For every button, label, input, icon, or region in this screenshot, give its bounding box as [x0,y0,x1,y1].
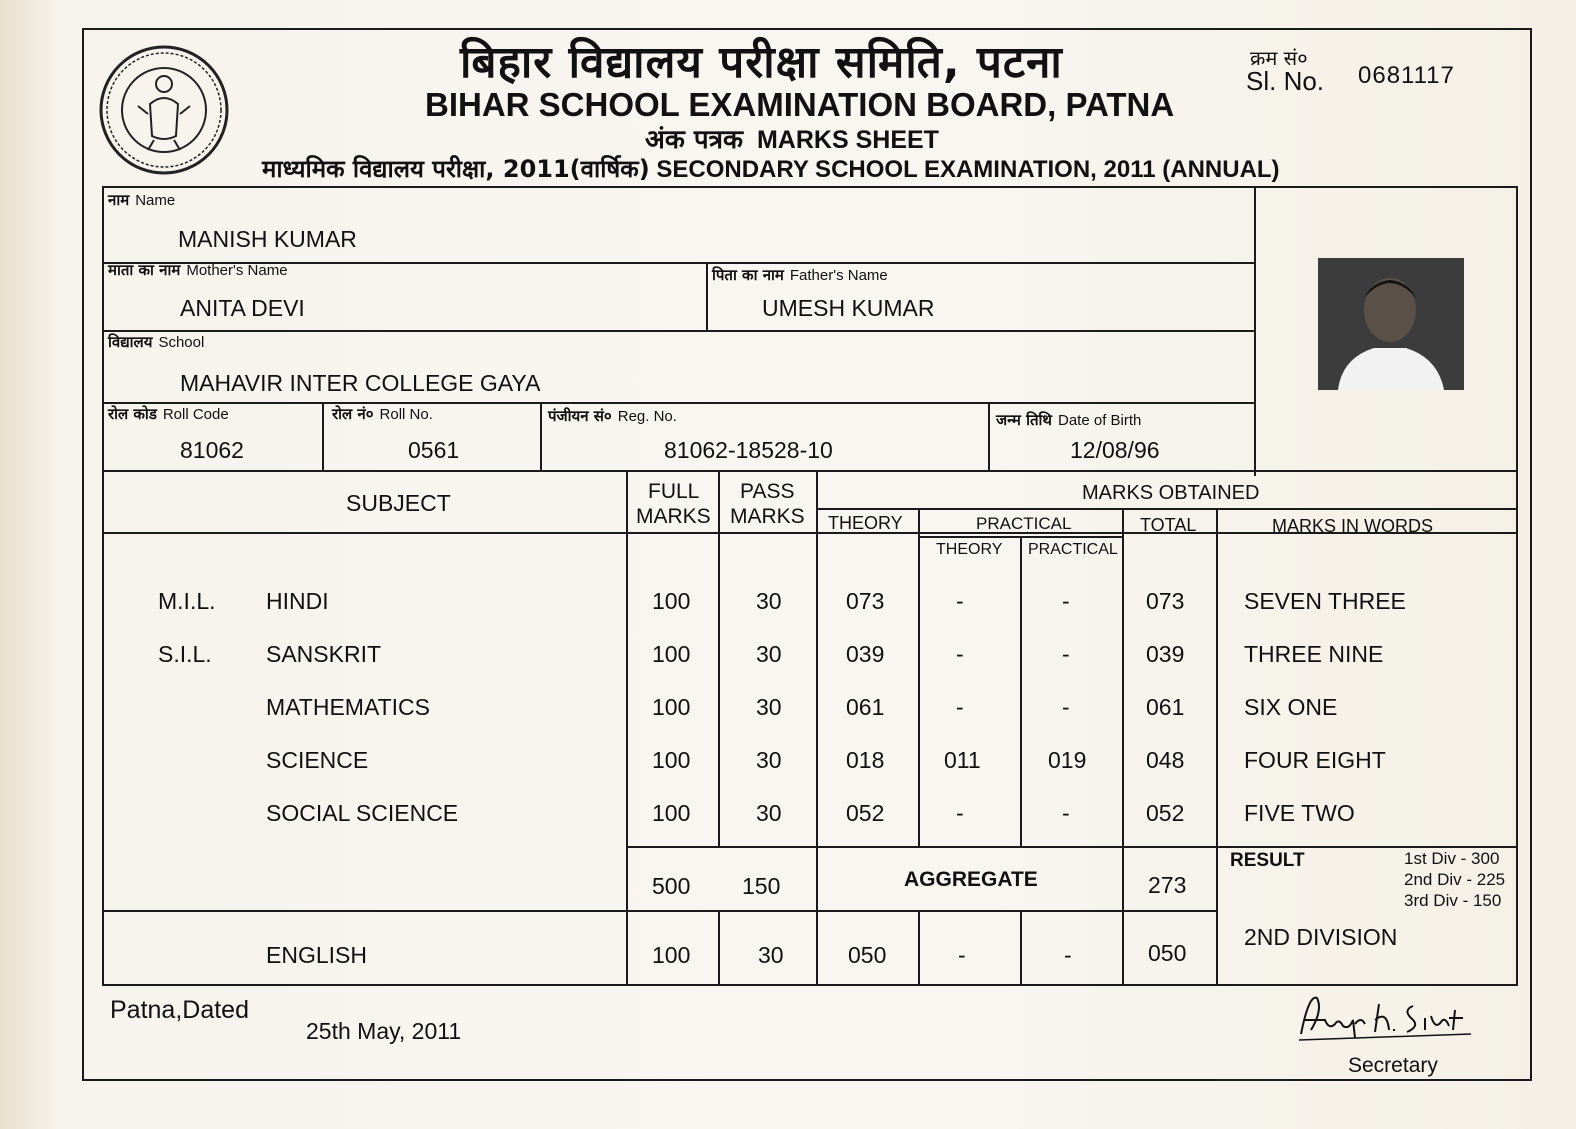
practical-practical-marks: - [1062,641,1070,667]
subject-name: SANSKRIT [266,641,382,667]
subject-name: ENGLISH [266,942,367,968]
roll-code-label-english: Roll Code [162,406,229,423]
full-marks: 100 [652,588,691,614]
aggregate-top-line [626,846,1518,848]
practical-practical-marks: - [1064,942,1072,968]
father-label-english: Father's Name [789,267,888,284]
second-division-note: 2nd Div - 225 [1404,870,1506,889]
practical-theory-marks: - [958,942,966,968]
marks-in-words: FOUR EIGHT [1244,747,1386,773]
roll-no-label-hindi: रोल नं० [332,405,374,423]
aggregate-full-marks: 500 [652,873,691,899]
practical-theory-marks: - [956,800,964,826]
full-marks: 100 [652,694,691,720]
table-col-ptheory-right [1020,536,1022,846]
roll-code-label [108,404,229,424]
result-value: 2ND DIVISION [1244,924,1398,950]
total-marks: 050 [1148,940,1187,966]
header-full-marks-line2: MARKS [636,505,711,528]
father-name: UMESH KUMAR [762,295,935,321]
total-marks: 048 [1146,747,1185,773]
result-label: RESULT [1230,850,1305,871]
header-pass-marks-line2: MARKS [730,505,805,528]
signature-scribble [1295,990,1475,1046]
subject-name: SCIENCE [266,747,369,773]
name-label-hindi: नाम [108,191,130,209]
roll-code: 81062 [180,437,244,463]
mother-label-hindi: माता का नाम [108,261,181,279]
practical-practical-marks: 019 [1048,747,1087,773]
school-label-hindi: विद्यालय [108,333,153,351]
subject-name: SOCIAL SCIENCE [266,800,459,826]
total-marks: 039 [1146,641,1185,667]
school-label [108,332,204,352]
subject-group: M.I.L. [158,588,216,614]
secretary-label: Secretary [1348,1054,1438,1077]
header-total: TOTAL [1140,515,1197,535]
subject-group: S.I.L. [158,641,212,667]
header-pass-marks-line1: PASS [740,480,795,503]
total-marks: 061 [1146,694,1185,720]
table-col-full-right [718,470,720,846]
full-marks: 100 [652,800,691,826]
table-col-theory-right-eng [918,910,920,986]
father-label [712,265,888,285]
practical-sub-underline [918,536,1122,538]
marks-obtained-underline [816,508,1518,510]
details-left-border [102,186,104,986]
full-marks: 100 [652,942,691,968]
marks-sheet-label [645,120,939,156]
theory-marks: 061 [846,694,885,720]
reg-no: 81062-18528-10 [664,437,833,463]
roll-no: 0561 [408,437,460,463]
marks-sheet-label-english: MARKS SHEET [756,126,939,154]
subject-name: HINDI [266,588,329,614]
header-practical-theory: THEORY [936,541,1003,558]
reg-no-label-english: Reg. No. [617,408,677,425]
serial-label: Sl. No. [1246,66,1325,96]
practical-theory-marks: - [956,694,964,720]
pass-marks: 30 [756,800,782,826]
photo-divider [1254,186,1256,476]
total-marks: 073 [1146,588,1185,614]
exam-title-english: SECONDARY SCHOOL EXAMINATION, 2011 (ANNUAL) [656,156,1280,183]
rollno-divider [540,402,542,472]
dob-label-english: Date of Birth [1058,412,1142,429]
pass-marks: 30 [756,694,782,720]
header-full-marks-line1: FULL [648,480,700,503]
aggregate-label: AGGREGATE [904,868,1038,891]
table-col-theory-right [918,508,920,846]
table-col-pass-right [816,470,818,986]
practical-theory-marks: 011 [944,747,981,773]
dob-label [996,410,1141,430]
rollcode-divider [322,402,324,472]
row-divider-3 [102,402,1254,404]
student-photo-silhouette [1318,258,1464,390]
mother-name: ANITA DEVI [180,295,305,321]
marks-in-words: THREE NINE [1244,641,1384,667]
roll-no-label [332,404,433,424]
marks-in-words: FIVE TWO [1244,800,1355,826]
pass-marks: 30 [756,747,782,773]
practical-theory-marks: - [956,641,964,667]
header-marks-in-words: MARKS IN WORDS [1272,516,1434,536]
table-bottom-line [102,984,1518,986]
theory-marks: 050 [848,942,887,968]
total-marks: 052 [1146,800,1185,826]
school-label-english: School [158,334,205,351]
theory-marks: 018 [846,747,885,773]
header-subject: SUBJECT [346,490,451,516]
aggregate-total: 273 [1148,872,1187,898]
exam-title [262,152,1280,185]
mother-father-divider [706,262,708,332]
details-right-border [1516,186,1518,986]
table-col-ptheory-right-eng [1020,910,1022,986]
english-top-line [102,910,1218,912]
name-label [108,190,175,210]
aggregate-pass-marks: 150 [742,873,781,899]
serial-label-hindi: क्रम सं० [1250,46,1308,70]
date-of-birth: 12/08/96 [1070,437,1160,463]
student-photo [1318,258,1464,390]
pass-marks: 30 [758,942,784,968]
table-col-full-right-eng [718,910,720,986]
exam-title-hindi: माध्यमिक विद्यालय परीक्षा, 2011(वार्षिक) [262,155,650,183]
reg-no-label-hindi: पंजीयन सं० [548,407,612,425]
mother-label-english: Mother's Name [186,262,288,279]
header-practical-practical: PRACTICAL [1028,541,1118,558]
row-divider-4 [102,470,1518,472]
subject-name: MATHEMATICS [266,694,430,720]
school-name: MAHAVIR INTER COLLEGE GAYA [180,370,541,396]
header-practical: PRACTICAL [976,514,1072,533]
details-top-border [102,186,1518,188]
practical-practical-marks: - [1062,694,1070,720]
issue-date: 25th May, 2011 [306,1018,462,1044]
full-marks: 100 [652,641,691,667]
theory-marks: 073 [846,588,885,614]
serial-number: 0681117 [1358,62,1455,89]
place-dated: Patna,Dated [110,996,249,1024]
pass-marks: 30 [756,641,782,667]
regno-divider [988,402,990,472]
roll-no-label-english: Roll No. [379,406,433,423]
board-title-hindi: बिहार विद्यालय परीक्षा समिति, पटना [460,37,1063,88]
dob-label-hindi: जन्म तिथि [996,411,1052,429]
header-theory: THEORY [828,513,903,533]
reg-no-label [548,406,677,426]
practical-practical-marks: - [1062,800,1070,826]
marks-sheet-label-hindi: अंक पत्रक [645,125,743,155]
table-col-subject-right [626,470,628,986]
table-col-practical-right [1122,508,1124,986]
mother-label [108,260,288,280]
first-division-note: 1st Div - 300 [1404,849,1500,868]
practical-practical-marks: - [1062,588,1070,614]
table-col-total-right [1216,508,1218,986]
board-title-english: BIHAR SCHOOL EXAMINATION BOARD, PATNA [425,86,1175,123]
third-division-note: 3rd Div - 150 [1404,891,1502,910]
theory-marks: 052 [846,800,885,826]
name-label-english: Name [135,192,176,209]
row-divider-2 [102,330,1254,332]
full-marks: 100 [652,747,691,773]
secretary-signature [1295,990,1475,1051]
board-seal-emblem [98,44,230,176]
header-marks-obtained: MARKS OBTAINED [1082,482,1260,504]
father-label-hindi: पिता का नाम [712,266,784,284]
theory-marks: 039 [846,641,885,667]
marks-in-words: SEVEN THREE [1244,588,1406,614]
marks-in-words: SIX ONE [1244,694,1338,720]
student-name: MANISH KUMAR [178,226,357,252]
practical-theory-marks: - [956,588,964,614]
roll-code-label-hindi: रोल कोड [108,405,157,423]
pass-marks: 30 [756,588,782,614]
